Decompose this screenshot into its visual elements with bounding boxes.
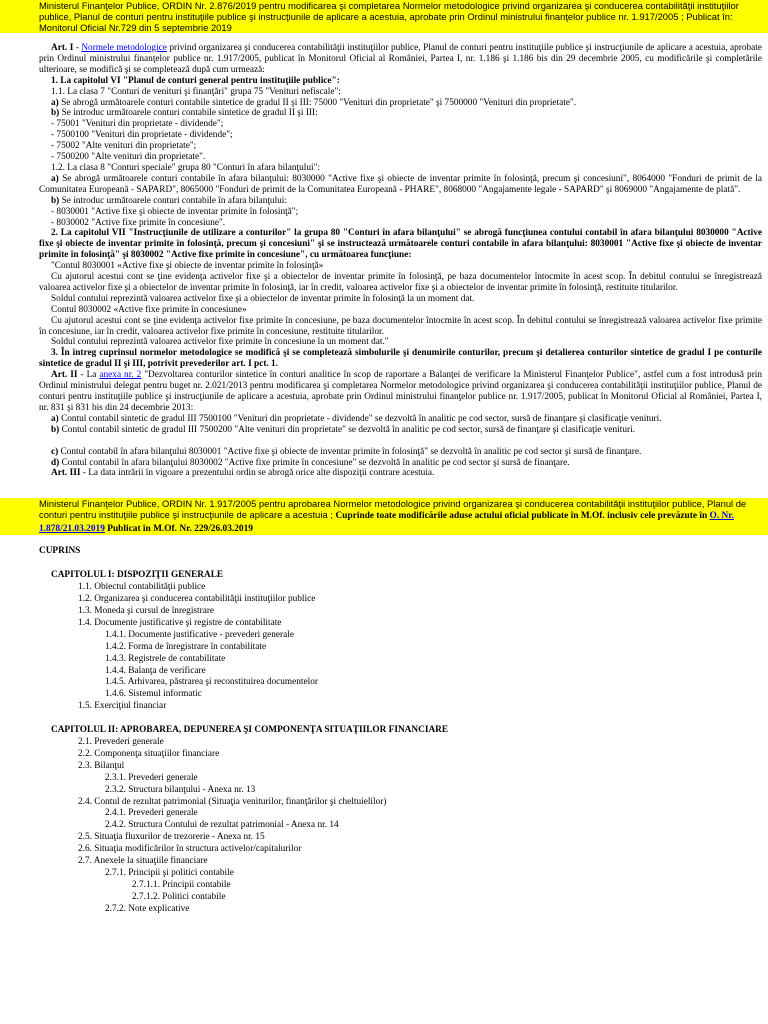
letter-b: b) bbox=[51, 424, 60, 435]
list-item: - 7500200 "Alte venituri din proprietate". bbox=[51, 152, 206, 163]
list-item: - 8030002 "Active fixe primite în concesiune". bbox=[51, 217, 226, 228]
toc-subitem[interactable]: 1.4.1. Documente justificative - prevederi generale bbox=[105, 629, 294, 640]
list-item: - 75002 "Alte venituri din proprietate"; bbox=[51, 141, 197, 152]
toc-chapter-1[interactable]: CAPITOLUL I: DISPOZIŢII GENERALE bbox=[51, 570, 224, 581]
toc-chapter-2[interactable]: CAPITOLUL II: APROBAREA, DEPUNEREA ŞI COMPONENŢA SITUAŢIILOR FINANCIARE bbox=[51, 725, 449, 736]
order-1878-link[interactable]: O. Nr. 1.878/21.03.2019 bbox=[39, 511, 734, 535]
article-1-text: privind organizarea şi conducerea contabilităţii instituţiilor publice, Planul de conturi pentru instituţiile publice şi instrucţiunile de aplicare a acestuia, aprobate prin Ordinul ministrului finanţelor publice nr. 1.917/2005, publicat în Monitorul Oficial al României, Partea I, nr. 1.186 şi 1.186 bis din 29 decembrie 2005, cu modificările şi completările ulterioare, se modifică şi se completează după cum urmează: bbox=[39, 43, 763, 75]
toc-subitem[interactable]: 1.4.6. Sistemul informatic bbox=[105, 689, 202, 700]
point-1-2: 1.2. La clasa 8 "Conturi speciale" grupa 80 "Conturi în afara bilanţului": bbox=[51, 162, 320, 173]
act-header-note: Cuprinde toate modificările aduse actului oficial publicate în M.Of. inclusiv cele prevăzute în bbox=[335, 511, 710, 522]
article-2-d-text: Contul contabil în afara bilanţului 8030002 "Active fixe primite în concesiune" se dezvoltă în analitic pe cod sector şi sursă de finanţare. bbox=[59, 457, 570, 468]
toc-item[interactable]: 2.1. Prevederi generale bbox=[78, 737, 164, 748]
point-3: 3. În întreg cuprinsul normelor metodologice se modifică şi se completează simbolurile şi denumirile conturilor, precum şi detalierea conturilor sintetice de gradul I pe conturile sintetice de gradul II şi III, potrivit prevederilor art. I pct. 1. bbox=[39, 348, 762, 370]
toc-item[interactable]: 2.2. Componenţa situaţiilor financiare bbox=[78, 748, 220, 759]
point-1-2-a bbox=[39, 174, 762, 196]
toc-item[interactable]: 1.4. Documente justificative şi registre de contabilitate bbox=[78, 617, 282, 628]
point-1-1-b-text: Se introduc următoarele conturi contabile sintetice de gradul II şi III: bbox=[59, 108, 318, 119]
point-1-1-a bbox=[39, 98, 762, 109]
account-8030001-text: Cu ajutorul acestui cont se ţine evidenţa activelor fixe şi a obiectelor de inventar primite în folosinţă, pe baza documentelor întocmite în acest scop. În debitul contului se înregistrează valoarea activelor fixe şi a obiectelor de inventar primite în folosinţă, iar în credit, valoarea activelor fixe şi a obiectelor de inventar primite în folosinţă, restituite titularilor. bbox=[39, 272, 762, 293]
point-1-2-b bbox=[39, 196, 762, 207]
letter-b: b) bbox=[51, 195, 60, 206]
point-1-1: 1.1. La clasa 7 "Conturi de venituri şi finanţări" grupa 75 "Venituri nefiscale": bbox=[51, 86, 341, 97]
toc-subitem[interactable]: 2.3.2. Structura bilanţului - Anexa nr. 13 bbox=[105, 784, 256, 795]
letter-c: c) bbox=[51, 446, 59, 457]
toc-subitem[interactable]: 2.7.2. Note explicative bbox=[105, 903, 190, 914]
act-header-order-1917 bbox=[0, 498, 768, 535]
toc-subitem[interactable]: 1.4.3. Registrele de contabilitate bbox=[105, 653, 226, 664]
toc-item[interactable]: 1.5. Exerciţiul financiar bbox=[78, 701, 167, 712]
toc-subitem[interactable]: 1.4.5. Arhivarea, păstrarea şi reconstituirea documentelor bbox=[105, 677, 318, 688]
account-8030001-title: "Contul 8030001 «Active fixe şi obiecte de inventar primite în folosinţă» bbox=[51, 261, 324, 272]
toc-item[interactable]: 2.4. Contul de rezultat patrimonial (Situaţia veniturilor, finanţărilor şi cheltuielilor) bbox=[78, 796, 387, 807]
letter-b: b) bbox=[51, 108, 60, 119]
toc-subitem[interactable]: 2.3.1. Prevederi generale bbox=[105, 772, 198, 783]
article-3-label: Art. III bbox=[51, 468, 81, 479]
toc-subitem[interactable]: 1.4.4. Balanţa de verificare bbox=[105, 665, 206, 676]
article-2-a bbox=[39, 414, 762, 425]
toc-item[interactable]: 1.2. Organizarea şi conducerea contabilităţii instituţiilor publice bbox=[78, 594, 316, 605]
point-1: 1. La capitolul VI "Planul de conturi general pentru instituţiile publice": bbox=[51, 75, 340, 86]
toc-subitem[interactable]: 2.4.1. Prevederi generale bbox=[105, 808, 198, 819]
point-2: 2. La capitolul VII "Instrucţiunile de utilizare a conturilor" la grupa 80 "Conturi în afara bilanţului" se abrogă funcţiunea contului contabil în afara bilanţului 8030000 "Active fixe şi obiecte de inventar primite în folosinţă, precum şi concesiuni" şi se instructează următoarele conturi contabile în afara bilanţului: 8030001 "Active fixe şi obiecte de inventar primite în folosinţă" şi 8030002 "Active fixe primite în concesiune", cu următoarea funcţiune: bbox=[39, 228, 762, 261]
point-1-2-b-text: Se introduc următoarele conturi contabile în afara bilanţului: bbox=[59, 195, 287, 206]
article-2-label: Art. II bbox=[51, 370, 78, 381]
article-2-text: "Dezvoltarea conturilor sintetice în conturi analitice în scop de raportare a Balanţei de verificare la Ministerul Finanţelor Publice", astfel cum a fost introdusă prin Ordinul ministrului delegat pentru buget nr. 2.021/2013 pentru modificarea şi completarea Normelor metodologice privind organizarea şi conducerea contabilităţii instituţiilor publice, Planul de conturi pentru instituţiile publice şi instrucţiunile de aplicare a acestuia, aprobate prin Ordinul ministrului finanţelor publice nr. 1.917/2005, publicat în Monitorul Oficial al României, Partea I, nr. 831 şi 831 bis din 24 decembrie 2013: bbox=[39, 370, 763, 413]
act-header-order-2876: Ministerul Finanţelor Publice, ORDIN Nr. 2.876/2019 pentru modificarea şi completarea Normelor metodologice privind organizarea şi conducerea contabilităţii instituţiilor publice, Planul de conturi pentru instituţiile publice şi instrucţiunile de aplicare a acestuia, aprobate prin Ordinul ministrului finanţelor publice nr. 1.917/2005 ; Publicat în: Monitorul Oficial Nr.729 din 5 septembrie 2019 bbox=[0, 0, 768, 33]
spacer bbox=[0, 558, 768, 570]
letter-a: a) bbox=[51, 173, 59, 184]
toc-subitem[interactable]: 2.7.1. Principii şi politici contabile bbox=[105, 868, 234, 878]
toc-subitem[interactable]: 2.4.2. Structura Contului de rezultat patrimonial - Anexa nr. 14 bbox=[105, 820, 339, 831]
act-header-publication: Publicat în M.Of. Nr. 229/26.03.2019 bbox=[104, 524, 253, 535]
point-1-1-b bbox=[39, 108, 762, 119]
act-header-text: Ministerul Finanţelor Publice, ORDIN Nr. 1.917/2005 pentru aprobarea Normelor metodologice privind organizarea şi conducerea contabilităţii instituţiilor publice, Planul de conturi pentru instituţiile publice şi instrucţiunile de aplicare a acestuia ; bbox=[39, 498, 747, 521]
toc-subsubitem[interactable]: 2.7.1.1. Principii contabile bbox=[132, 879, 231, 890]
list-item: - 75001 "Venituri din proprietate - dividende"; bbox=[51, 119, 224, 130]
point-1-2-a-text: Se abrogă următoarele conturi contabile în afara bilanţului: 8030000 "Active fixe şi obiecte de inventar primite în folosinţă, precum şi concesiuni", 8064000 "Fonduri de primit de la Comunitatea Europeană - SAPARD", 8065000 "Fonduri de primit de la Comunitatea Europeană - PHARE", 8068000 "Angajamente legale - SAPARD" şi 8069000 "Angajamente de plată". bbox=[39, 173, 762, 195]
article-1-dash: - bbox=[73, 43, 82, 53]
account-8030002-balance: Soldul contului reprezintă valoarea activelor fixe primite în concesiune la un moment dat." bbox=[51, 337, 389, 348]
letter-a: a) bbox=[51, 97, 59, 108]
article-2-a-text: Contul contabil sintetic de gradul III 7500100 "Venituri din proprietate - dividende" se dezvoltă în analitic pe cod sector, sursă de finanţare şi clasificaţie venituri. bbox=[58, 413, 662, 424]
article-2-dash: - La bbox=[77, 370, 100, 381]
spacer bbox=[0, 713, 768, 725]
account-8030002-title: Contul 8030002 «Active fixe primite în concesiune» bbox=[51, 304, 247, 315]
article-2-b-text: Contul contabil sintetic de gradul III 7500200 "Alte venituri din proprietate" se dezvoltă în analitic pe cod sector, sursă de finanţare şi clasificaţie venituri. bbox=[59, 424, 635, 435]
toc-item[interactable]: 2.3. Bilanţul bbox=[78, 760, 125, 771]
toc-subsubitem[interactable]: 2.7.1.2. Politici contabile bbox=[132, 891, 226, 902]
article-2-d bbox=[39, 458, 762, 469]
spacer bbox=[39, 436, 762, 447]
toc-subitem[interactable]: 1.4.2. Forma de înregistrare în contabilitate bbox=[105, 641, 267, 652]
article-3 bbox=[39, 468, 762, 479]
toc-item[interactable]: 2.6. Situaţia modificărilor în structura activelor/capitalurilor bbox=[78, 844, 302, 855]
toc-item[interactable]: 2.5. Situaţia fluxurilor de trezorerie - Anexa nr. 15 bbox=[78, 832, 265, 843]
account-8030001-balance: Soldul contului reprezintă valoarea activelor fixe şi a obiectelor de inventar primite în folosinţă la un moment dat. bbox=[51, 293, 475, 304]
list-item: - 7500100 "Venituri din proprietate - dividende"; bbox=[51, 130, 233, 141]
table-of-contents bbox=[0, 546, 768, 915]
article-1 bbox=[39, 43, 762, 76]
article-1-label: Art. I bbox=[51, 43, 74, 53]
toc-item[interactable]: 2.7. Anexele la situaţiile financiare bbox=[78, 856, 208, 867]
toc-item[interactable]: 1.3. Moneda şi cursul de înregistrare bbox=[78, 605, 215, 616]
article-3-text: - La data intrării în vigoare a prezentului ordin se abrogă orice alte dispoziţii contrare acestuia. bbox=[80, 468, 435, 479]
toc-title: CUPRINS bbox=[39, 546, 81, 557]
toc-item[interactable]: 1.1. Obiectul contabilităţii publice bbox=[78, 582, 206, 593]
account-8030002-text: Cu ajutorul acestui cont se ţine evidenţa activelor fixe primite în concesiune, pe baza documentelor întocmite în acest scop. În debitul contului se înregistrează valoarea activelor fixe primite în concesiune, iar în credit, valoarea activelor fixe primite în concesiune, restituite titularilor. bbox=[39, 315, 762, 337]
article-2-c-text: Contul contabil în afara bilanţului 8030001 "Active fixe şi obiecte de inventar primite în folosinţă" se dezvoltă în analitic pe cod sector şi sursă de finanţare. bbox=[58, 446, 642, 457]
methodological-norms-link[interactable]: Normele metodologice bbox=[81, 43, 167, 53]
article-2-c bbox=[39, 447, 762, 458]
annex-2-link[interactable]: anexa nr. 2 bbox=[99, 370, 142, 381]
letter-d: d) bbox=[51, 457, 60, 468]
letter-a: a) bbox=[51, 413, 59, 424]
article-2-b bbox=[39, 425, 762, 436]
order-2876-body bbox=[0, 43, 768, 479]
list-item: - 8030001 "Active fixe şi obiecte de inventar primite în folosinţă"; bbox=[51, 206, 299, 217]
point-1-1-a-text: Se abrogă următoarele conturi contabile sintetice de gradul II şi III: 75000 "Venituri din proprietate" şi 7500000 "Venituri din proprietate". bbox=[58, 97, 577, 108]
article-2 bbox=[39, 370, 762, 414]
